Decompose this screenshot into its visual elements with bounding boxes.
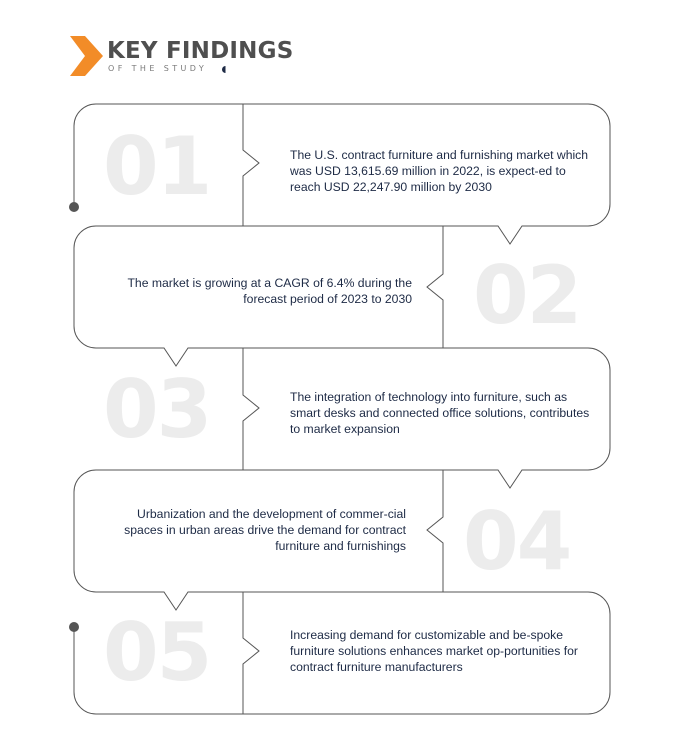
finding-number: 05 [103,606,211,699]
finding-text: Urbanization and the development of commer-cial spaces in urban areas drive the demand for contract furniture and furnishings [124,507,406,553]
finding-text: The U.S. contract furniture and furnishing market which was USD 13,615.69 million in 2022, is expect-ed to reach USD 22,247.90 million by 2030 [290,148,589,194]
end-dot [69,622,79,632]
finding-number: 01 [103,120,211,213]
finding-number: 04 [463,495,571,588]
finding-text: The market is growing at a CAGR of 6.4% during the forecast period of 2023 to 2030 [127,276,412,306]
start-dot [69,202,79,212]
finding-text: The integration of technology into furniture, such as smart desks and connected office solutions, contributes to market expansion [290,390,590,436]
page-title: KEY FINDINGS [107,38,294,64]
finding-text: Increasing demand for customizable and be-spoke furniture solutions enhances market op-portunities for contract furniture manufacturers [290,628,578,674]
finding-number: 03 [103,363,211,456]
finding-number: 02 [473,249,581,342]
page-subtitle: OF THE STUDY [108,64,208,73]
